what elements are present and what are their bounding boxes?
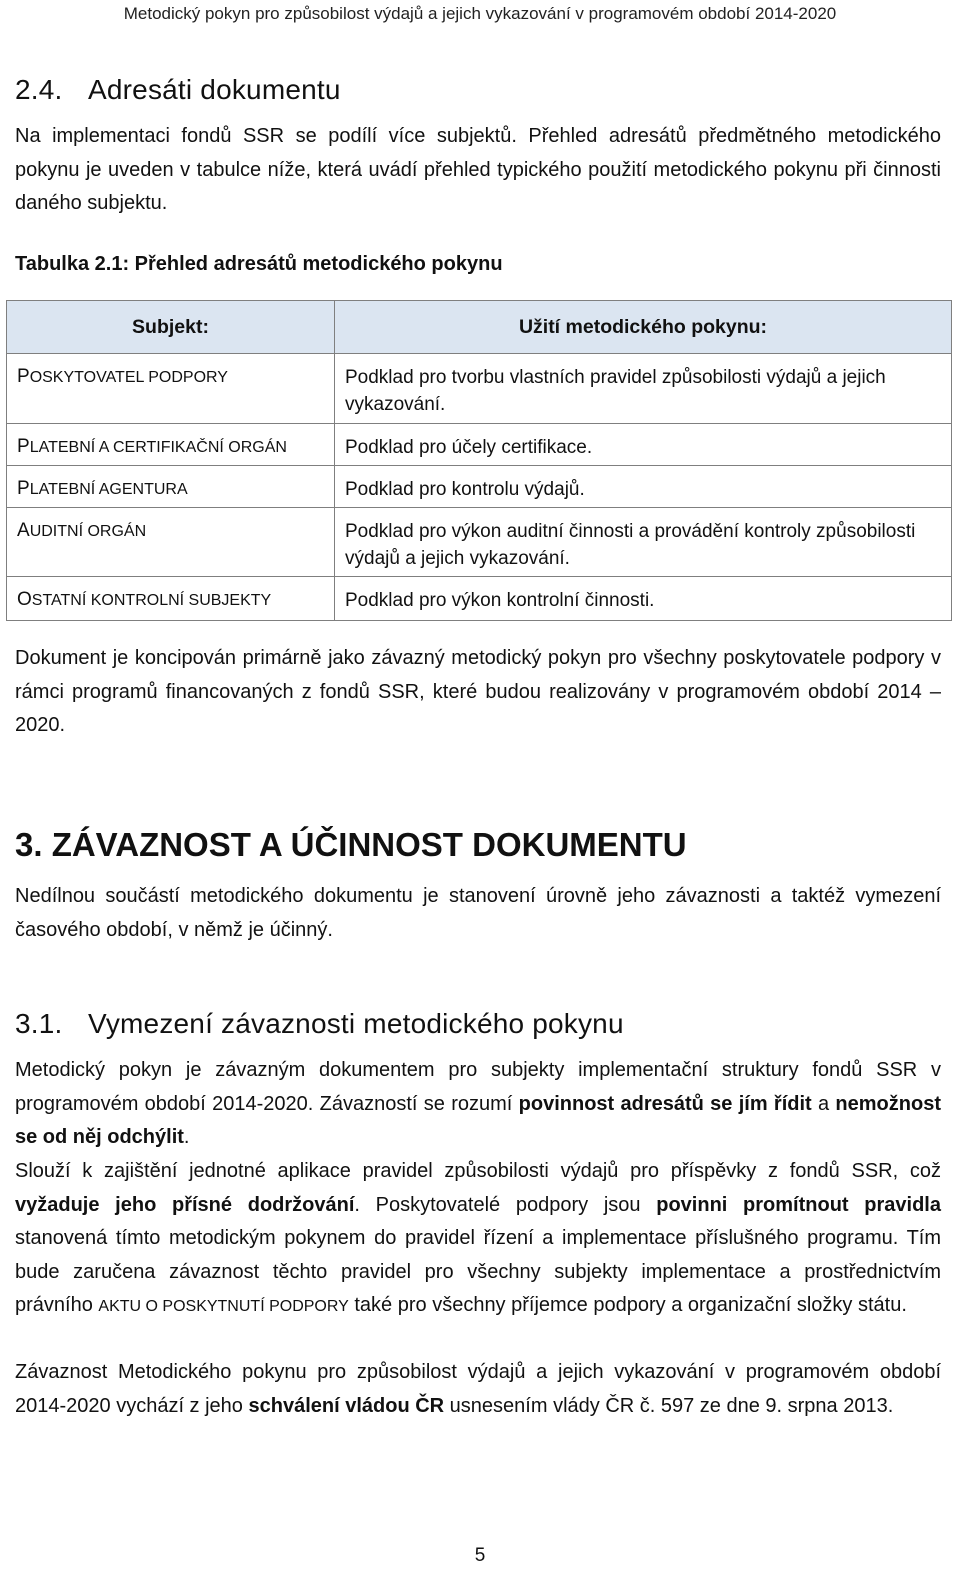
- usage-cell: Podklad pro účely certifikace.: [335, 424, 952, 466]
- subject-cell: [7, 508, 335, 577]
- subject-cell: [7, 424, 335, 466]
- text-run: usnesením vlády ČR č. 597 ze dne 9. srpna 2013.: [444, 1394, 894, 1417]
- running-header: Metodický pokyn pro způsobilost výdajů a jejich vykazování v programovém období 2014-2020: [123, 4, 837, 23]
- table-row: [7, 577, 952, 621]
- text-run: Metodický pokyn je závazným dokumentem pro subjekty implementační struktury fondů SSR v programovém období 2014-2020. Závazností se rozumí: [15, 1059, 941, 1115]
- addressees-table: [6, 300, 952, 621]
- usage-cell: Podklad pro kontrolu výdajů.: [335, 466, 952, 508]
- bold-run: povinni promítnout pravidla: [656, 1193, 941, 1216]
- usage-cell: Podklad pro tvorbu vlastních pravidel způsobilosti výdajů a jejich vykazování.: [335, 354, 952, 424]
- section-3-intro: Nedílnou součástí metodického dokumentu je stanovení úrovně jeho závaznosti a taktéž vymezení časového období, v němž je účinný.: [15, 885, 941, 941]
- section-3-1-heading: [15, 1008, 624, 1040]
- column-header-subject: Subjekt:: [7, 301, 335, 354]
- subject-initial: A: [17, 520, 30, 541]
- subject-cell: [7, 354, 335, 424]
- subject-initial: P: [17, 478, 30, 499]
- bold-run: povinnost adresátů se jím řídit: [518, 1092, 812, 1115]
- section-3-1-paragraph-1: [15, 1054, 941, 1155]
- subject-text: LATEBNÍ A CERTIFIKAČNÍ ORGÁN: [29, 439, 287, 456]
- table-row: [7, 508, 952, 577]
- subject-text: LATEBNÍ AGENTURA: [29, 481, 188, 498]
- subject-initial: O: [17, 589, 32, 610]
- bold-run: schválení vládou ČR: [248, 1394, 445, 1417]
- subject-text: STATNÍ KONTROLNÍ SUBJEKTY: [31, 592, 272, 609]
- text-run: a: [811, 1092, 836, 1115]
- table-row: [7, 424, 952, 466]
- text-run: .: [183, 1126, 190, 1148]
- text-run: Závaznost Metodického pokynu pro způsobilost výdajů a jejich vykazování v programovém období 2014-2020 vychází z jeho: [15, 1361, 941, 1417]
- table-row: [7, 354, 952, 424]
- section-3-heading: 3. ZÁVAZNOST A ÚČINNOST DOKUMENTU: [15, 826, 687, 863]
- usage-cell: Podklad pro výkon kontrolní činnosti.: [335, 577, 952, 621]
- subject-cell: [7, 466, 335, 508]
- section-title: Vymezení závaznosti metodického pokynu: [88, 1008, 624, 1039]
- bold-run: nemožnost se od něj odchýlit: [15, 1092, 941, 1148]
- column-header-usage: Užití metodického pokynu:: [335, 301, 952, 354]
- section-3-1-paragraph-2: [15, 1155, 941, 1324]
- subject-initial: P: [17, 366, 30, 387]
- small-caps-run: AKTU O POSKYTNUTÍ PODPORY: [98, 1298, 349, 1315]
- subject-initial: P: [17, 436, 30, 457]
- section-3-1-paragraph-3: [15, 1356, 941, 1423]
- table-header-row: [7, 301, 952, 354]
- table-row: [7, 466, 952, 508]
- bold-run: vyžaduje jeho přísné dodržování: [15, 1193, 355, 1216]
- usage-cell: Podklad pro výkon auditní činnosti a provádění kontroly způsobilosti výdajů a jejich vykazování.: [335, 508, 952, 577]
- section-2-4-heading: [15, 74, 341, 106]
- text-run: stanovená tímto metodickým pokynem do pravidel řízení a implementace příslušného programu. Tím bude zaručena závaznost těchto pravidel pro všechny subjekty implementace a prostřednictvím právního: [15, 1227, 941, 1316]
- text-run: . Poskytovatelé podpory jsou: [354, 1193, 657, 1216]
- subject-cell: [7, 577, 335, 621]
- text-run: Slouží k zajištění jednotné aplikace pravidel způsobilosti výdajů pro příspěvky z fondů SSR, což: [15, 1160, 941, 1182]
- section-number: 3.1.: [15, 1008, 63, 1039]
- section-2-4-intro: Na implementaci fondů SSR se podílí více subjektů. Přehled adresátů předmětného metodického pokynu je uveden v tabulce níže, která uvádí přehled typického použití metodického pokynu při činnosti daného subjektu.: [15, 125, 941, 214]
- subject-text: UDITNÍ ORGÁN: [29, 523, 147, 540]
- table-caption: Tabulka 2.1: Přehled adresátů metodického pokynu: [15, 253, 503, 275]
- subject-text: OSKYTOVATEL PODPORY: [29, 369, 228, 386]
- page-number: 5: [474, 1545, 486, 1566]
- section-title: Adresáti dokumentu: [88, 74, 341, 105]
- text-run: také pro všechny příjemce podpory a organizační složky státu.: [348, 1294, 907, 1316]
- after-table-paragraph: Dokument je koncipován primárně jako závazný metodický pokyn pro všechny poskytovatele podpory v rámci programů financovaných z fondů SSR, které budou realizovány v programovém období 2014 – 2020.: [15, 647, 941, 736]
- section-number: 2.4.: [15, 74, 63, 105]
